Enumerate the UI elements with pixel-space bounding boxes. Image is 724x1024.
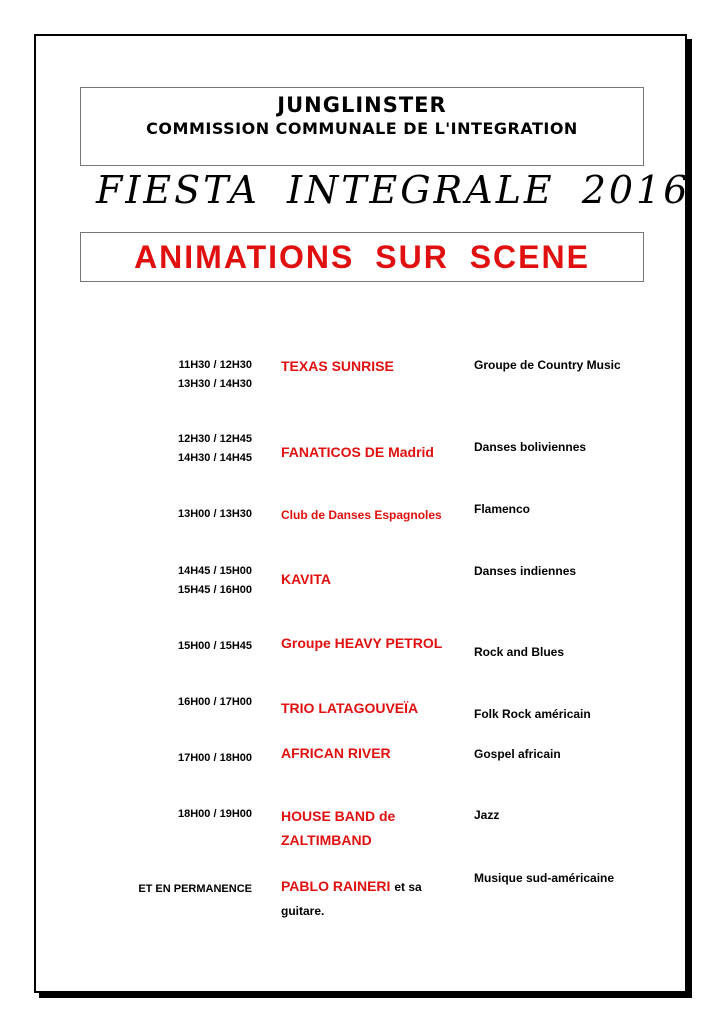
row-9-desc: Musique sud-américaine [474,871,615,885]
row-7-time-1: 17H00 / 18H00 [178,752,252,764]
row-6-desc: Folk Rock américain [474,707,591,721]
header-box [80,87,644,166]
row-6-time-1: 16H00 / 17H00 [178,696,252,708]
row-4-desc: Danses indiennes [474,564,577,578]
row-2-desc: Danses boliviennes [474,440,587,454]
row-9-act-name: PABLO RAINERI [281,878,391,894]
row-3-time-1: 13H00 / 13H30 [178,508,252,520]
row-1-desc: Groupe de Country Music [474,358,621,372]
header-town: JUNGLINSTER [277,93,447,117]
row-8-time-1: 18H00 / 19H00 [178,808,252,820]
row-7-act: AFRICAN RIVER [281,745,391,761]
row-8-act-line-1: HOUSE BAND de [281,808,396,824]
row-9-act-suffix-2: guitare. [281,904,325,918]
row-8-desc: Jazz [474,808,500,822]
row-9-act-suffix-1: et sa [394,880,422,894]
row-9-act-line-2 [281,898,324,923]
row-3-act: Club de Danses Espagnoles [281,508,442,522]
row-9-act [281,874,422,899]
row-6-act: TRIO LATAGOUVEÏA [281,700,419,716]
row-5-act: Groupe HEAVY PETROL [281,635,443,651]
row-4-time-1: 14H45 / 15H00 [178,565,252,577]
row-5-desc: Rock and Blues [474,645,565,659]
row-2-time-2: 14H30 / 14H45 [178,452,252,464]
program-heading: ANIMATIONS SUR SCENE [80,232,644,282]
row-8-act-line-2: ZALTIMBAND [281,832,372,848]
row-4-act: KAVITA [281,571,332,587]
header-commission: COMMISSION COMMUNALE DE L'INTEGRATION [146,119,578,138]
event-title: FIESTA INTEGRALE 2016 [96,168,691,212]
row-2-time-1: 12H30 / 12H45 [178,433,252,445]
row-2-act: FANATICOS DE Madrid [281,444,434,460]
row-9-time-1: ET EN PERMANENCE [138,883,252,895]
row-3-desc: Flamenco [474,502,531,516]
row-1-time-1: 11H30 / 12H30 [178,359,252,371]
row-5-time-1: 15H00 / 15H45 [178,640,252,652]
row-1-time-2: 13H30 / 14H30 [178,378,252,390]
row-1-act: TEXAS SUNRISE [281,358,394,374]
row-7-desc: Gospel africain [474,747,561,761]
row-4-time-2: 15H45 / 16H00 [178,584,252,596]
